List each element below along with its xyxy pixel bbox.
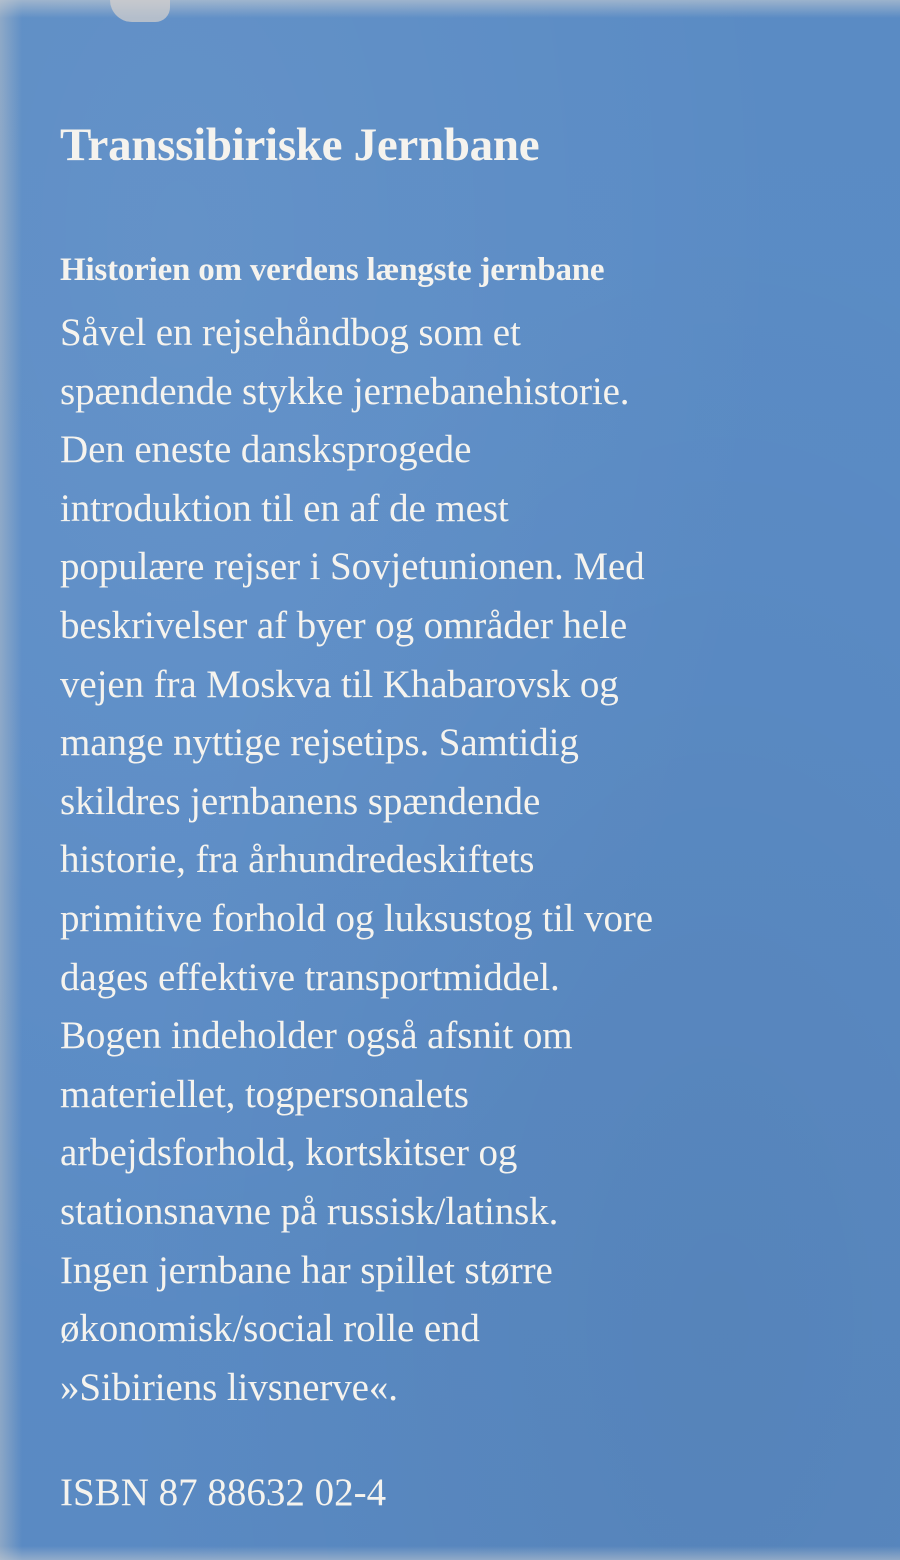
blurb-line: Ingen jernbane har spillet større [60,1248,553,1292]
book-subtitle: Historien om verdens længste jernbane [60,252,605,288]
blurb-text [60,304,890,1417]
blurb-line: historie, fra århundredeskiftets [60,838,535,882]
blurb-line: arbejdsforhold, kortskitser og [60,1131,518,1175]
blurb-line: vejen fra Moskva til Khabarovsk og [60,662,619,706]
blurb-line: primitive forhold og luksustog til vore [60,896,653,940]
blurb-line: populære rejser i Sovjetunionen. Med [60,545,645,589]
worn-left-edge [0,0,22,1560]
worn-corner [110,0,170,22]
blurb-line: mange nyttige rejsetips. Samtidig [60,721,579,765]
book-title: Transsibiriske Jernbane [60,119,540,171]
blurb-line: spændende stykke jernebanehistorie. [60,369,630,413]
worn-bottom-edge [0,1546,900,1560]
blurb-line: Den eneste dansksprogede [60,428,472,472]
blurb-line: introduktion til en af de mest [60,486,509,530]
blurb-line: skildres jernbanens spændende [60,779,541,823]
blurb-line: økonomisk/social rolle end [60,1307,480,1351]
isbn-number: ISBN 87 88632 02-4 [60,1471,387,1514]
blurb-line: Bogen indeholder også afsnit om [60,1014,573,1058]
blurb-line: materiellet, togpersonalets [60,1072,469,1116]
blurb-line: stationsnavne på russisk/latinsk. [60,1189,559,1233]
blurb-line: Såvel en rejsehåndbog som et [60,311,521,354]
blurb-line: dages effektive transportmiddel. [60,955,560,999]
blurb-line: beskrivelser af byer og områder hele [60,603,628,647]
blurb-line: »Sibiriens livsnerve«. [60,1365,398,1409]
